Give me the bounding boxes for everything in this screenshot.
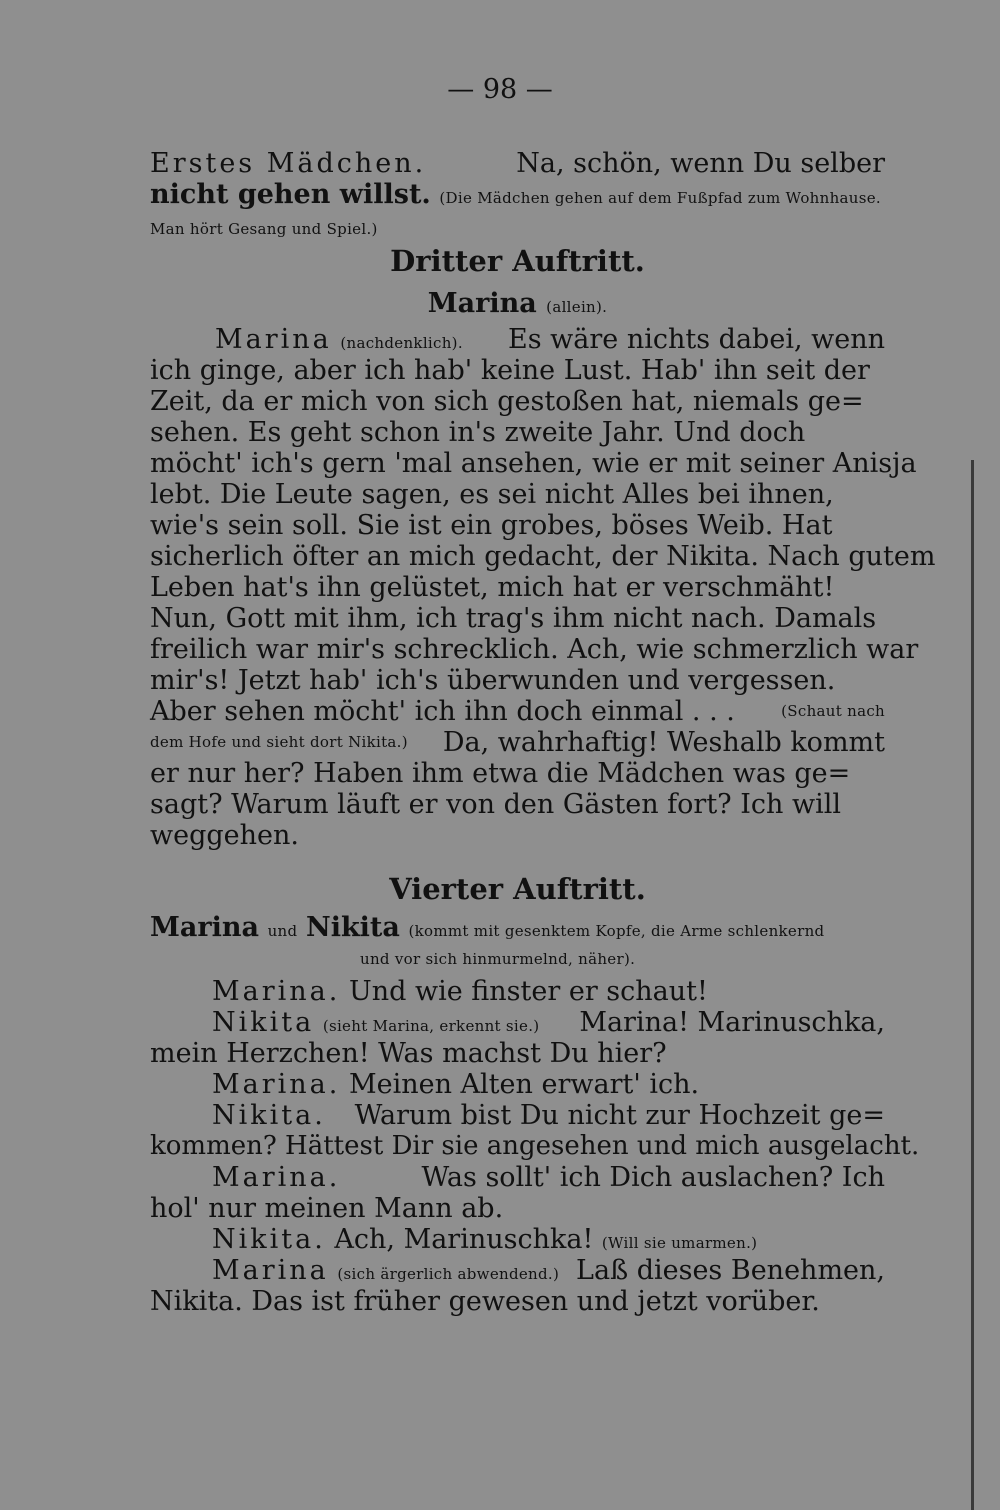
scene-heading-4: Vierter Auftritt. bbox=[389, 872, 646, 906]
text-line: weggehen. bbox=[150, 820, 299, 851]
speaker-name: Marina bbox=[212, 1255, 329, 1286]
text-line: er nur her? Haben ihm etwa die Mädchen was ge= bbox=[150, 758, 851, 789]
scene-heading-3: Dritter Auftritt. bbox=[390, 244, 645, 278]
scene-persons-3 bbox=[150, 288, 885, 319]
text-line: Nun, Gott mit ihm, ich trag's ihm nicht nach. Damals bbox=[150, 603, 877, 634]
page-edge-shadow bbox=[971, 460, 974, 1510]
text-line bbox=[150, 1069, 885, 1100]
speaker-name: Nikita. bbox=[212, 1224, 326, 1255]
text-line: kommen? Hättest Dir sie angesehen und mich ausgelacht. bbox=[150, 1131, 920, 1161]
connector-word: und bbox=[267, 922, 298, 940]
stage-direction: (sieht Marina, erkennt sie.) bbox=[322, 1017, 540, 1035]
stage-direction: (nachdenklich). bbox=[340, 334, 463, 352]
text-line: hol' nur meinen Mann ab. bbox=[150, 1193, 504, 1224]
speaker-name: Marina bbox=[215, 324, 332, 355]
stage-direction: (Will sie umarmen.) bbox=[601, 1234, 758, 1252]
text-line: sagt? Warum läuft er von den Gästen fort? Ich will bbox=[150, 789, 842, 820]
speaker-name: Marina. bbox=[212, 976, 341, 1007]
stage-direction: und vor sich hinmurmelnd, näher). bbox=[360, 950, 636, 968]
text-line: Zeit, da er mich von sich gestoßen hat, niemals ge= bbox=[150, 386, 864, 417]
text-line bbox=[150, 727, 885, 758]
text-line bbox=[150, 696, 885, 727]
speaker-name: Erstes Mädchen. bbox=[150, 148, 427, 179]
dialogue-block-3 bbox=[150, 976, 920, 1317]
dialogue-text: Laß dieses Benehmen, bbox=[576, 1255, 885, 1286]
dialogue-text: Ach, Marinuschka! bbox=[334, 1224, 594, 1255]
stage-direction: (Schaut nach bbox=[781, 702, 885, 720]
text-line bbox=[150, 943, 910, 969]
speaker-name: Marina. bbox=[212, 1162, 341, 1193]
speaker-name: Nikita bbox=[212, 1007, 315, 1038]
text-line: lebt. Die Leute sagen, es sei nicht Alles bei ihnen, bbox=[150, 479, 834, 510]
dialogue-text: Na, schön, wenn Du selber bbox=[516, 148, 885, 179]
character-name: Nikita bbox=[306, 912, 400, 943]
text-line: sehen. Es geht schon in's zweite Jahr. Und doch bbox=[150, 417, 806, 448]
text-line: wie's sein soll. Sie ist ein grobes, böses Weib. Hat bbox=[150, 510, 833, 541]
dialogue-text: Warum bist Du nicht zur Hochzeit ge= bbox=[354, 1100, 885, 1131]
stage-direction: (allein). bbox=[546, 298, 608, 316]
dialogue-block-1 bbox=[150, 148, 885, 241]
text-line bbox=[150, 976, 885, 1007]
dialogue-block-2 bbox=[150, 324, 936, 851]
dialogue-text: Meinen Alten erwart' ich. bbox=[348, 1069, 700, 1100]
dialogue-text: Aber sehen möcht' ich ihn doch einmal . . . bbox=[150, 696, 735, 727]
dialogue-text: Was sollt' ich Dich auslachen? Ich bbox=[421, 1162, 885, 1193]
text-line: ich ginge, aber ich hab' keine Lust. Hab' ihn seit der bbox=[150, 355, 870, 386]
scene-persons-4 bbox=[150, 912, 910, 969]
text-line: Leben hat's ihn gelüstet, mich hat er verschmäht! bbox=[150, 572, 835, 603]
text-line bbox=[150, 324, 885, 355]
dialogue-text: Marina! Marinuschka, bbox=[579, 1007, 885, 1038]
text-line: mir's! Jetzt hab' ich's überwunden und vergessen. bbox=[150, 665, 836, 696]
character-name: Marina bbox=[427, 288, 537, 319]
speaker-name: Nikita. bbox=[212, 1100, 326, 1131]
page-number: — 98 — bbox=[447, 74, 553, 105]
dialogue-text: Und wie finster er schaut! bbox=[348, 976, 708, 1007]
dialogue-text: Da, wahrhaftig! Weshalb kommt bbox=[442, 727, 885, 758]
stage-direction: (kommt mit gesenktem Kopfe, die Arme schlenkernd bbox=[408, 922, 825, 940]
speaker-name: Marina. bbox=[212, 1069, 341, 1100]
text-line bbox=[150, 1255, 885, 1286]
text-line: mein Herzchen! Was machst Du hier? bbox=[150, 1038, 667, 1069]
text-line: möcht' ich's gern 'mal ansehen, wie er mit seiner Anisja bbox=[150, 448, 917, 479]
text-line bbox=[150, 210, 885, 241]
character-name: Marina bbox=[150, 912, 259, 943]
text-line: Nikita. Das ist früher gewesen und jetzt vorüber. bbox=[150, 1286, 820, 1317]
text-line: freilich war mir's schrecklich. Ach, wie schmerzlich war bbox=[150, 634, 919, 665]
stage-direction: (Die Mädchen gehen auf dem Fußpfad zum Wohnhause. bbox=[439, 189, 882, 207]
text-line bbox=[150, 1224, 885, 1255]
dialogue-text: nicht gehen willst. bbox=[150, 179, 431, 210]
text-line bbox=[150, 1162, 885, 1193]
text-line bbox=[150, 1007, 885, 1038]
text-line bbox=[150, 912, 910, 943]
stage-direction: (sich ärgerlich abwendend.) bbox=[337, 1265, 560, 1283]
stage-direction: Man hört Gesang und Spiel.) bbox=[150, 220, 378, 238]
text-line: sicherlich öfter an mich gedacht, der Nikita. Nach gutem bbox=[150, 541, 936, 572]
dialogue-text: Es wäre nichts dabei, wenn bbox=[508, 324, 885, 355]
text-line bbox=[150, 1100, 885, 1131]
text-line bbox=[150, 148, 885, 179]
stage-direction: dem Hofe und sieht dort Nikita.) bbox=[150, 733, 408, 751]
text-line bbox=[150, 179, 885, 210]
